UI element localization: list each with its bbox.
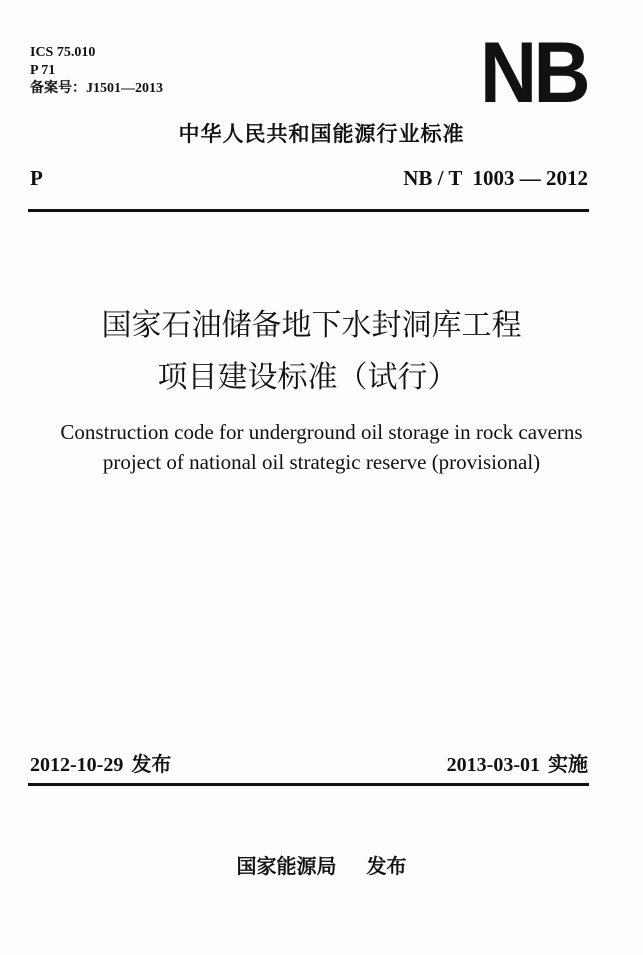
- publisher-action: 发布: [366, 854, 407, 878]
- issue-date-value: 2012-10-29: [30, 754, 124, 776]
- publisher-name: 国家能源局: [236, 854, 337, 878]
- chinese-title-line-2: 项目建设标准（试行）: [157, 360, 458, 395]
- classification-code: P: [30, 166, 43, 190]
- english-title-line-2: project of national oil strategic reserve (provisional): [102, 450, 541, 474]
- industry-standard-title: 中华人民共和国能源行业标准: [178, 122, 465, 146]
- implementation-date: [447, 748, 588, 777]
- class-code-small: P 71: [30, 63, 56, 78]
- implementation-date-label: 实施: [548, 752, 588, 776]
- chinese-title-line-1: 国家石油储备地下水封洞库工程: [101, 308, 522, 343]
- nb-logo: NB: [480, 25, 587, 121]
- record-number: 备案号：J1501—2013: [30, 81, 163, 96]
- english-title-line-1: Construction code for underground oil storage in rock caverns: [60, 420, 583, 444]
- issue-date: [30, 748, 171, 777]
- publisher: [0, 850, 643, 879]
- ics-block: [30, 44, 163, 98]
- bottom-divider: [28, 783, 589, 786]
- ics-code: ICS 75.010: [30, 45, 96, 60]
- implementation-date-value: 2013-03-01: [446, 754, 540, 776]
- top-divider: [28, 209, 589, 212]
- standard-number: NB / T 1003 — 2012: [403, 166, 588, 190]
- issue-date-label: 发布: [131, 752, 172, 776]
